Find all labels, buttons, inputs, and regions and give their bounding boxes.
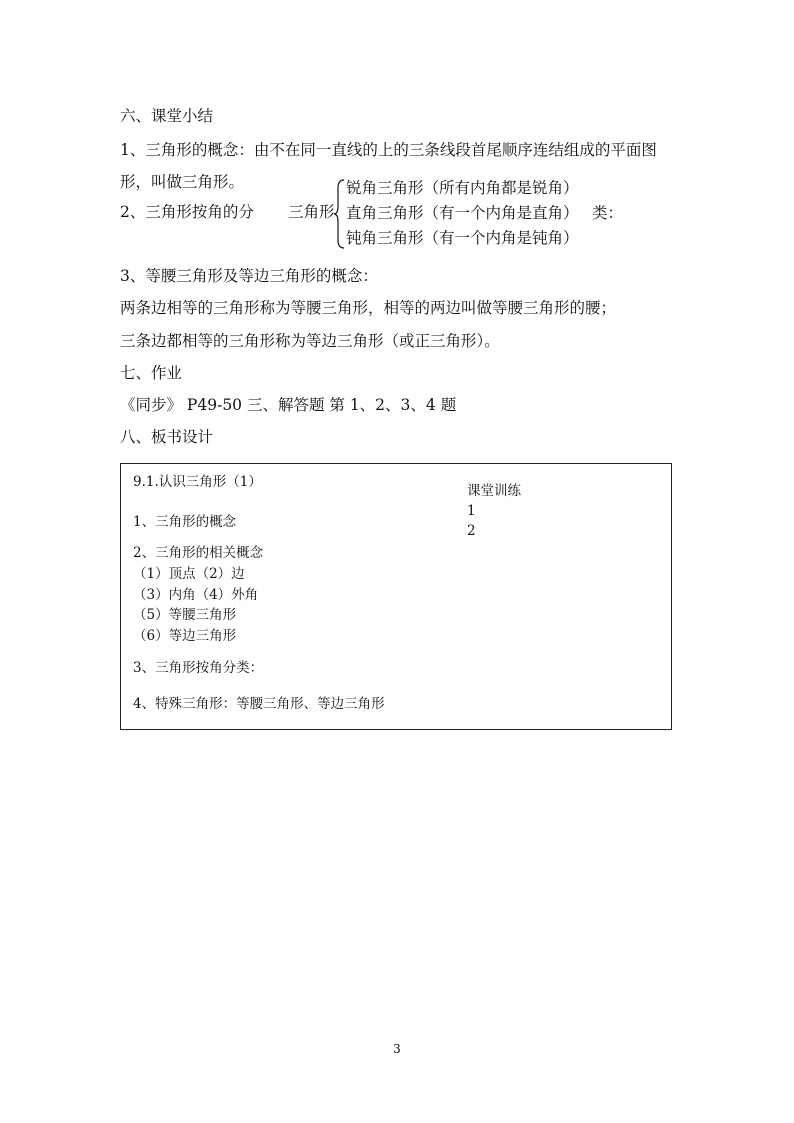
board-sub-3: （5）等腰三角形 — [133, 607, 237, 623]
board-design-box — [120, 463, 672, 730]
board-design-heading: 八、板书设计 — [120, 428, 214, 446]
section-summary-heading: 六、课堂小结 — [120, 107, 214, 125]
isosceles-heading: 3、等腰三角形及等边三角形的概念： — [120, 267, 378, 285]
classification-label: 2、三角形按角的分 — [120, 203, 254, 221]
board-item-3: 3、三角形按角分类： — [133, 660, 264, 676]
classification-obtuse: 钝角三角形（有一个内角是钝角） — [346, 229, 579, 247]
homework-heading: 七、作业 — [120, 364, 183, 382]
equilateral-definition: 三条边都相等的三角形称为等边三角形（或正三角形）。 — [120, 332, 500, 350]
triangle-classification — [120, 178, 680, 250]
classification-center: 三角形 — [288, 203, 335, 221]
triangle-concept-line1: 1、三角形的概念：由不在同一直线的上的三条线段首尾顺序连结组成的平面图 — [120, 141, 657, 159]
board-item-4: 4、特殊三角形：等腰三角形、等边三角形 — [133, 696, 385, 712]
board-item-2: 2、三角形的相关概念 — [133, 545, 264, 561]
board-sub-2: （3）内角（4）外角 — [133, 587, 259, 603]
board-title: 9.1.认识三角形（1） — [133, 474, 262, 490]
triangle-concept-line2: 形，叫做三角形。 — [120, 173, 245, 191]
curly-brace-icon — [334, 178, 346, 250]
board-sub-4: （6）等边三角形 — [133, 628, 237, 644]
board-practice-title: 课堂训练 — [467, 483, 521, 499]
homework-text: 《同步》 P49-50 三、解答题 第 1、2、3、4 题 — [120, 396, 457, 414]
classification-suffix: 类： — [592, 204, 624, 222]
classification-acute: 锐角三角形（所有内角都是锐角） — [346, 179, 579, 197]
board-sub-1: （1）顶点（2）边 — [133, 566, 245, 582]
board-item-1: 1、三角形的概念 — [133, 514, 237, 530]
classification-right: 直角三角形（有一个内角是直角） — [346, 204, 579, 222]
board-practice-2: 2 — [467, 523, 476, 539]
board-practice-1: 1 — [467, 503, 476, 519]
isosceles-definition: 两条边相等的三角形称为等腰三角形，相等的两边叫做等腰三角形的腰； — [120, 299, 617, 317]
page-number: 3 — [393, 1042, 401, 1056]
